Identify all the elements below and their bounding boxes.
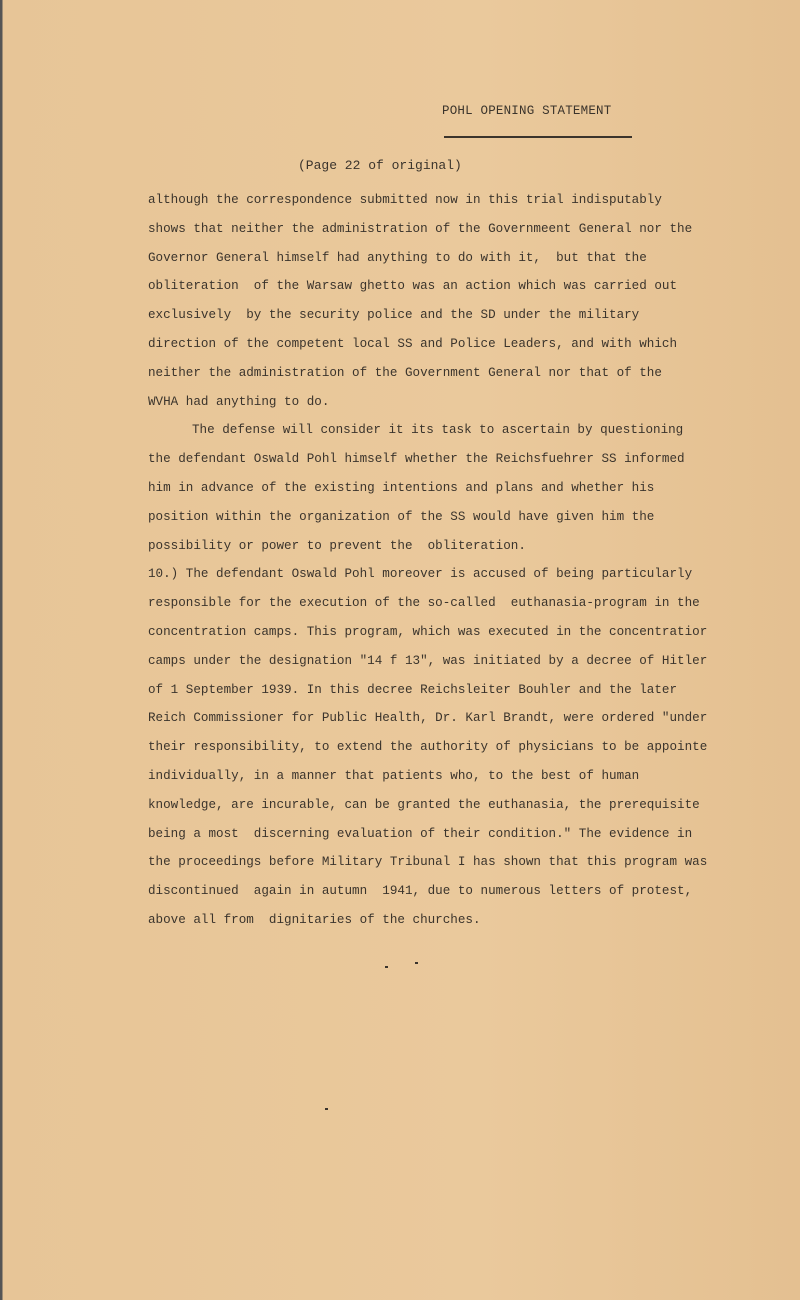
stray-mark bbox=[415, 962, 418, 964]
text-line: above all from dignitaries of the churches. bbox=[148, 912, 481, 927]
page-reference: (Page 22 of original) bbox=[298, 158, 462, 173]
text-line: Reich Commissioner for Public Health, Dr. Karl Brandt, were ordered "under bbox=[148, 711, 708, 726]
text-line: concentration camps. This program, which was executed in the concentratior bbox=[148, 624, 708, 639]
text-line: of 1 September 1939. In this decree Reichsleiter Bouhler and the later bbox=[148, 682, 678, 697]
title-underline bbox=[444, 136, 632, 138]
text-line: camps under the designation "14 f 13", was initiated by a decree of Hitler bbox=[148, 653, 708, 668]
text-line: discontinued again in autumn 1941, due to numerous letters of protest, bbox=[148, 884, 693, 899]
text-line: position within the organization of the SS would have given him the bbox=[148, 509, 655, 524]
text-line: direction of the competent local SS and Police Leaders, and with which bbox=[148, 336, 678, 351]
text-line: although the correspondence submitted now in this trial indisputably bbox=[148, 193, 662, 207]
text-line: the defendant Oswald Pohl himself whether the Reichsfuehrer SS informed bbox=[148, 452, 685, 467]
text-line: neither the administration of the Government General nor that of the bbox=[148, 365, 662, 380]
text-line: WVHA had anything to do. bbox=[148, 394, 330, 409]
text-line: exclusively by the security police and the SD under the military bbox=[148, 308, 640, 323]
text-line: the proceedings before Military Tribunal I has shown that this program was bbox=[148, 855, 708, 870]
stray-mark bbox=[325, 1108, 328, 1110]
document-title: POHL OPENING STATEMENT bbox=[442, 104, 612, 118]
text-line: obliteration of the Warsaw ghetto was an action which was carried out bbox=[148, 279, 678, 294]
text-line: individually, in a manner that patients who, to the best of human bbox=[148, 768, 640, 783]
stray-mark bbox=[385, 966, 388, 968]
text-line: responsible for the execution of the so-called euthanasia-program in the bbox=[148, 596, 700, 611]
text-line: The defense will consider it its task to ascertain by questioning bbox=[192, 423, 684, 438]
text-line: Governor General himself had anything to do with it, but that the bbox=[148, 250, 647, 265]
text-line: him in advance of the existing intentions and plans and whether his bbox=[148, 480, 655, 495]
text-line: 10.) The defendant Oswald Pohl moreover is accused of being particularly bbox=[148, 567, 693, 582]
text-line: their responsibility, to extend the authority of physicians to be appointe bbox=[148, 740, 708, 755]
text-line: possibility or power to prevent the obliteration. bbox=[148, 538, 526, 553]
text-line: being a most discerning evaluation of their condition." The evidence in bbox=[148, 826, 693, 841]
text-line: knowledge, are incurable, can be granted the euthanasia, the prerequisite bbox=[148, 797, 700, 812]
text-line: shows that neither the administration of the Governmeent General nor the bbox=[148, 221, 693, 236]
document-body bbox=[148, 186, 707, 935]
